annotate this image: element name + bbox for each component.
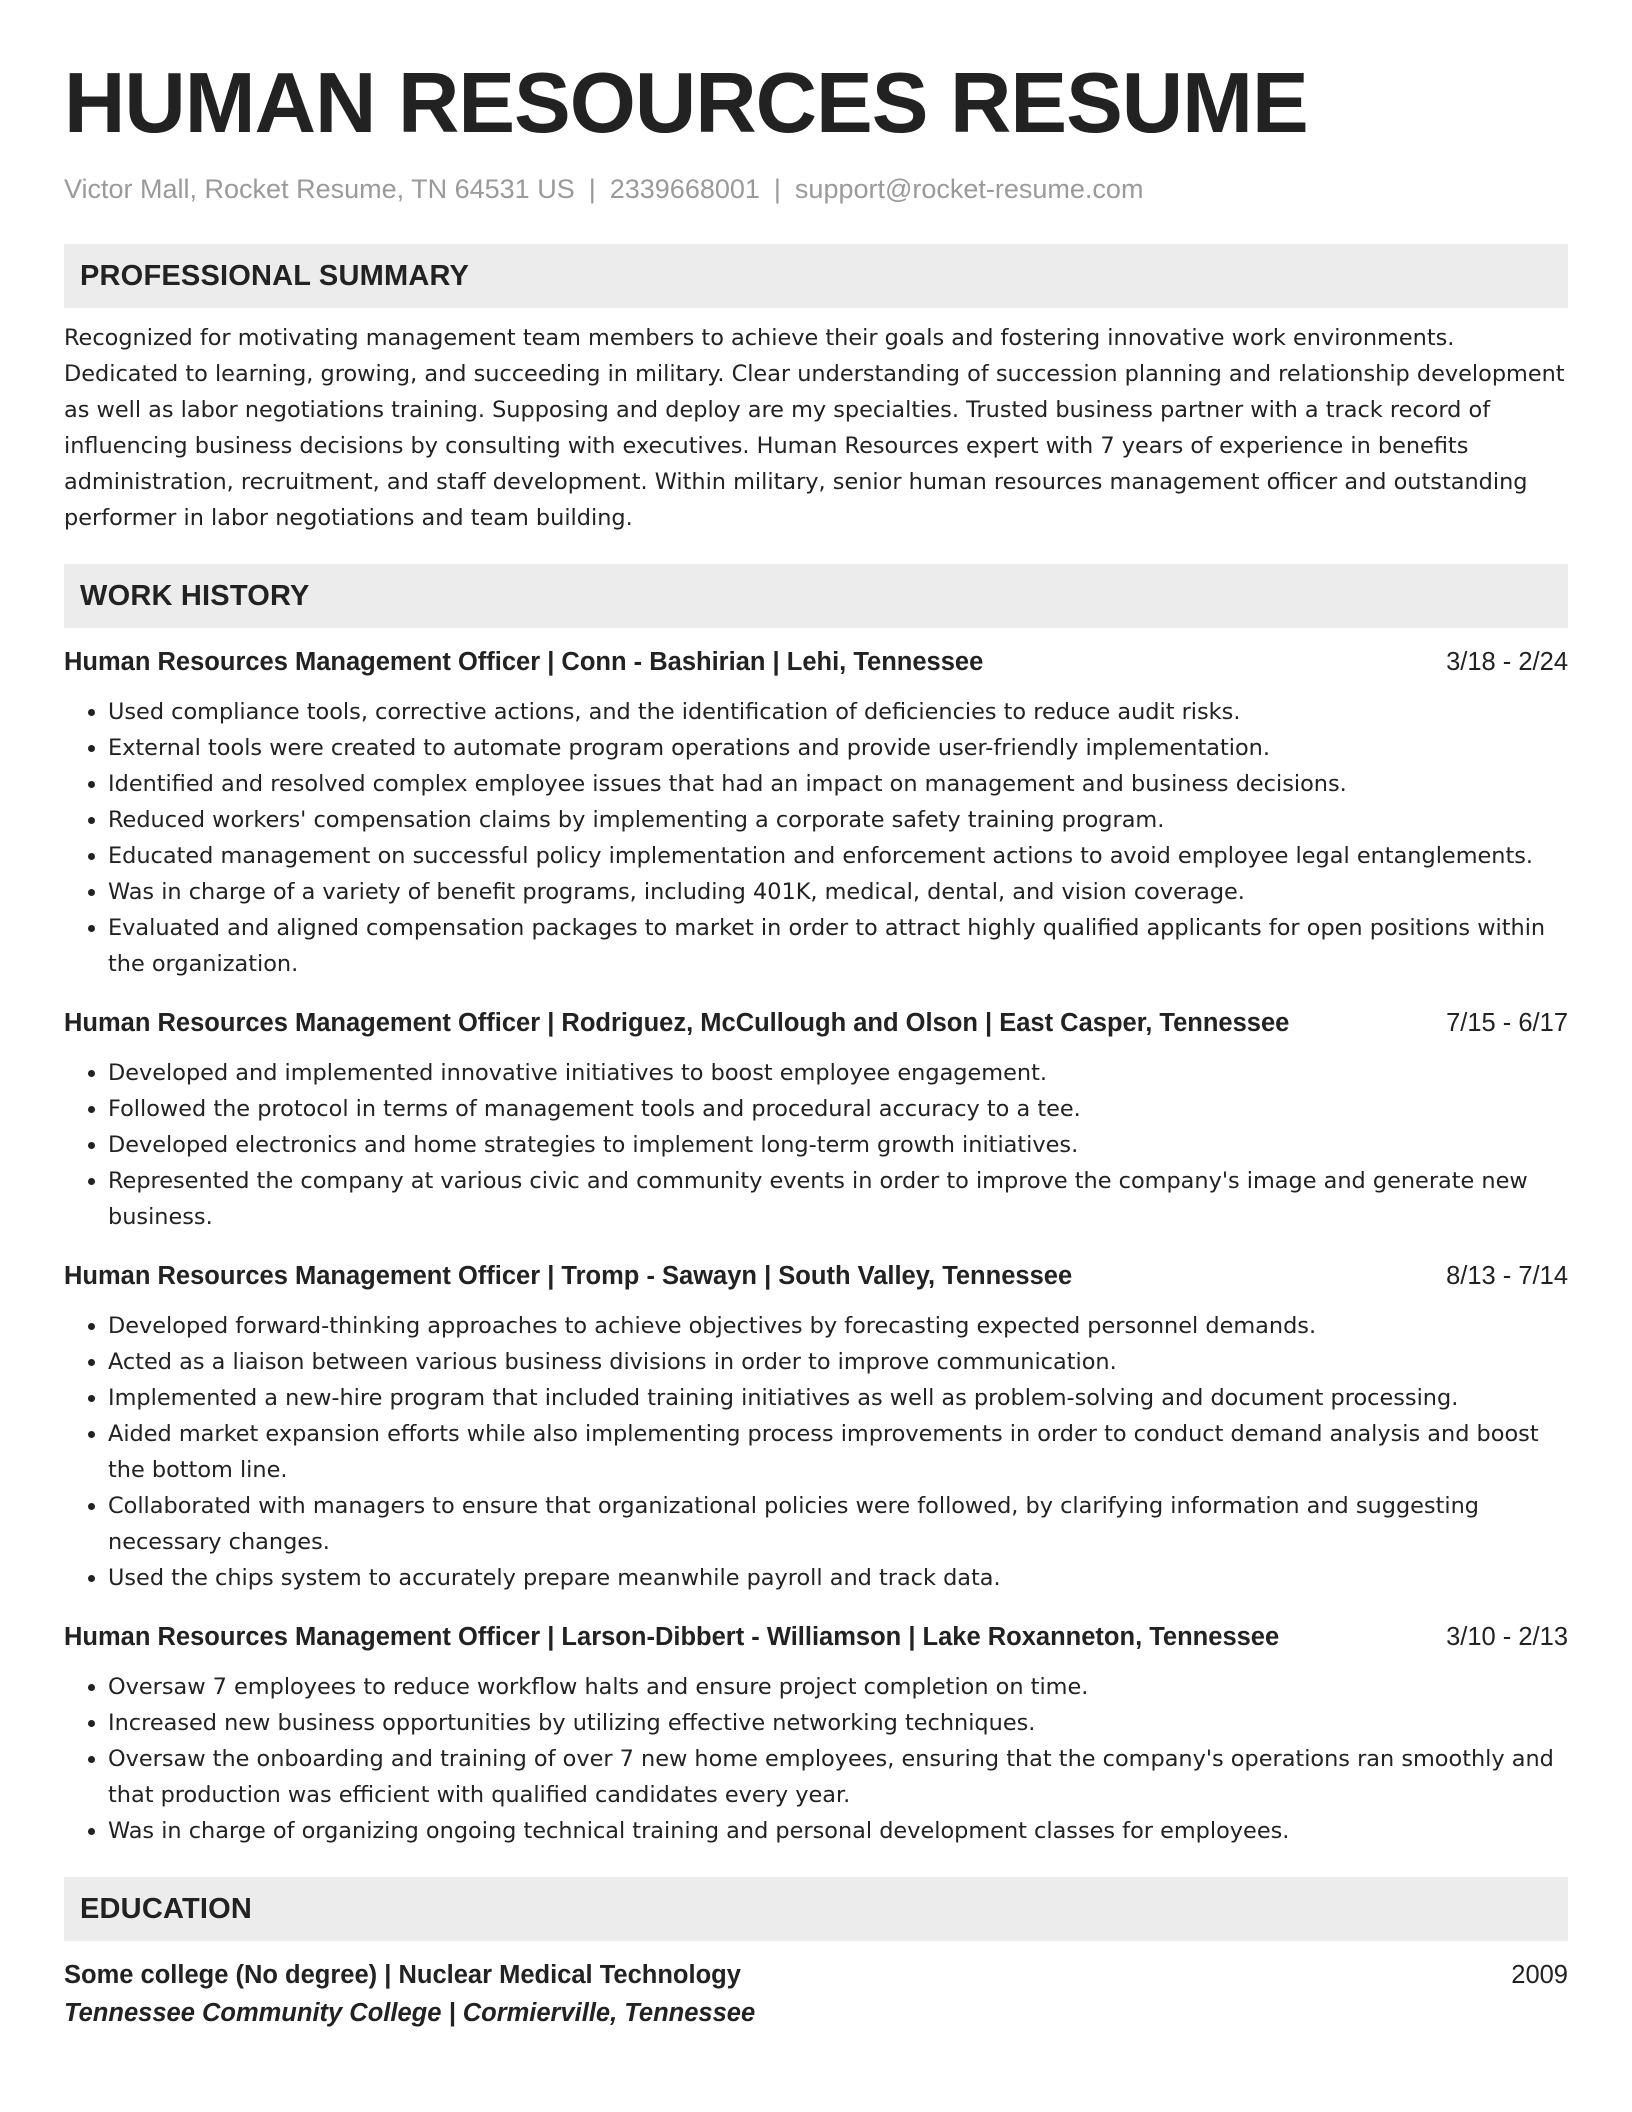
job-bullet: • Educated management on successful policy implementation and enforcement actions to avoid employee legal entanglements. bbox=[108, 838, 1568, 874]
job-bullet: • Oversaw the onboarding and training of over 7 new home employees, ensuring that the company's operations ran smoothly and that production was efficient with qualified candidates every year. bbox=[108, 1741, 1568, 1813]
job-header bbox=[64, 1005, 1568, 1041]
job-bullet: • External tools were created to automate program operations and provide user-friendly implementation. bbox=[108, 730, 1568, 766]
job-bullet: • Used compliance tools, corrective actions, and the identification of deficiencies to reduce audit risks. bbox=[108, 694, 1568, 730]
job-bullet: • Developed forward-thinking approaches to achieve objectives by forecasting expected personnel demands. bbox=[108, 1308, 1568, 1344]
job-entry bbox=[64, 1619, 1568, 1849]
job-dates: 7/15 - 6/17 bbox=[1446, 1009, 1568, 1037]
resume-title: HUMAN RESOURCES RESUME bbox=[64, 56, 1308, 151]
contact-separator: | bbox=[773, 174, 781, 204]
job-bullet: • Reduced workers' compensation claims by implementing a corporate safety training program. bbox=[108, 802, 1568, 838]
job-dates: 8/13 - 7/14 bbox=[1446, 1262, 1568, 1290]
education-year: 2009 bbox=[1511, 1961, 1568, 1989]
job-bullets bbox=[64, 1669, 1568, 1849]
contact-line bbox=[64, 172, 1568, 206]
job-header bbox=[64, 644, 1568, 680]
job-bullets bbox=[64, 694, 1568, 982]
job-bullet: • Identified and resolved complex employee issues that had an impact on management and business decisions. bbox=[108, 766, 1568, 802]
job-title: Human Resources Management Officer | Rodriguez, McCullough and Olson | East Casper, Tennessee bbox=[64, 1009, 1290, 1037]
education-degree: Some college (No degree) | Nuclear Medical Technology bbox=[64, 1961, 741, 1989]
job-header bbox=[64, 1258, 1568, 1294]
job-header bbox=[64, 1619, 1568, 1655]
job-bullet: • Collaborated with managers to ensure that organizational policies were followed, by clarifying information and suggesting necessary changes. bbox=[108, 1488, 1568, 1560]
education-heading: EDUCATION bbox=[64, 1877, 1568, 1941]
job-bullet: • Developed and implemented innovative initiatives to boost employee engagement. bbox=[108, 1055, 1568, 1091]
job-title: Human Resources Management Officer | Conn - Bashirian | Lehi, Tennessee bbox=[64, 648, 984, 676]
job-entry bbox=[64, 1258, 1568, 1596]
job-dates: 3/18 - 2/24 bbox=[1446, 648, 1568, 676]
job-title: Human Resources Management Officer | Larson-Dibbert - Williamson | Lake Roxanneton, Tennessee bbox=[64, 1623, 1280, 1651]
job-bullet: • Acted as a liaison between various business divisions in order to improve communication. bbox=[108, 1344, 1568, 1380]
job-bullet: • Evaluated and aligned compensation packages to market in order to attract highly qualified applicants for open positions within the organization. bbox=[108, 910, 1568, 982]
job-bullet: • Developed electronics and home strategies to implement long-term growth initiatives. bbox=[108, 1127, 1568, 1163]
work-history-list bbox=[64, 644, 1568, 1849]
job-bullet: • Increased new business opportunities by utilizing effective networking techniques. bbox=[108, 1705, 1568, 1741]
education-school: Tennessee Community College | Cormierville, Tennessee bbox=[64, 1999, 756, 2027]
work-history-heading: WORK HISTORY bbox=[64, 564, 1568, 628]
job-entry bbox=[64, 1005, 1568, 1235]
contact-email: support@rocket-resume.com bbox=[794, 174, 1144, 204]
job-entry bbox=[64, 644, 1568, 982]
education-list bbox=[64, 1957, 1568, 2031]
job-bullets bbox=[64, 1308, 1568, 1596]
contact-address: Victor Mall, Rocket Resume, TN 64531 US bbox=[64, 174, 575, 204]
education-entry bbox=[64, 1957, 1568, 2031]
job-bullet: • Aided market expansion efforts while also implementing process improvements in order to conduct demand analysis and boost the bottom line. bbox=[108, 1416, 1568, 1488]
contact-separator: | bbox=[588, 174, 596, 204]
job-bullet: • Represented the company at various civic and community events in order to improve the company's image and generate new business. bbox=[108, 1163, 1568, 1235]
summary-text: Recognized for motivating management team members to achieve their goals and fostering innovative work environments. Dedicated to learning, growing, and succeeding in military. Clear understanding of succession planning and relationship development as well as labor negotiations training. Supposing and deploy are my specialties. Trusted business partner with a track record of influencing business decisions by consulting with executives. Human Resources expert with 7 years of experience in benefits administration, recruitment, and staff development. Within military, senior human resources management officer and outstanding performer in labor negotiations and team building. bbox=[64, 325, 1565, 531]
summary-heading: PROFESSIONAL SUMMARY bbox=[64, 244, 1568, 308]
job-title: Human Resources Management Officer | Tromp - Sawayn | South Valley, Tennessee bbox=[64, 1262, 1073, 1290]
job-bullet: • Implemented a new-hire program that included training initiatives as well as problem-solving and document processing. bbox=[108, 1380, 1568, 1416]
job-bullets bbox=[64, 1055, 1568, 1235]
job-bullet: • Followed the protocol in terms of management tools and procedural accuracy to a tee. bbox=[108, 1091, 1568, 1127]
job-bullet: • Was in charge of a variety of benefit programs, including 401K, medical, dental, and vision coverage. bbox=[108, 874, 1568, 910]
job-bullet: • Was in charge of organizing ongoing technical training and personal development classes for employees. bbox=[108, 1813, 1568, 1849]
contact-phone: 2339668001 bbox=[609, 174, 760, 204]
job-dates: 3/10 - 2/13 bbox=[1446, 1623, 1568, 1651]
education-header bbox=[64, 1957, 1568, 1993]
job-bullet: • Used the chips system to accurately prepare meanwhile payroll and track data. bbox=[108, 1560, 1568, 1596]
job-bullet: • Oversaw 7 employees to reduce workflow halts and ensure project completion on time. bbox=[108, 1669, 1568, 1705]
